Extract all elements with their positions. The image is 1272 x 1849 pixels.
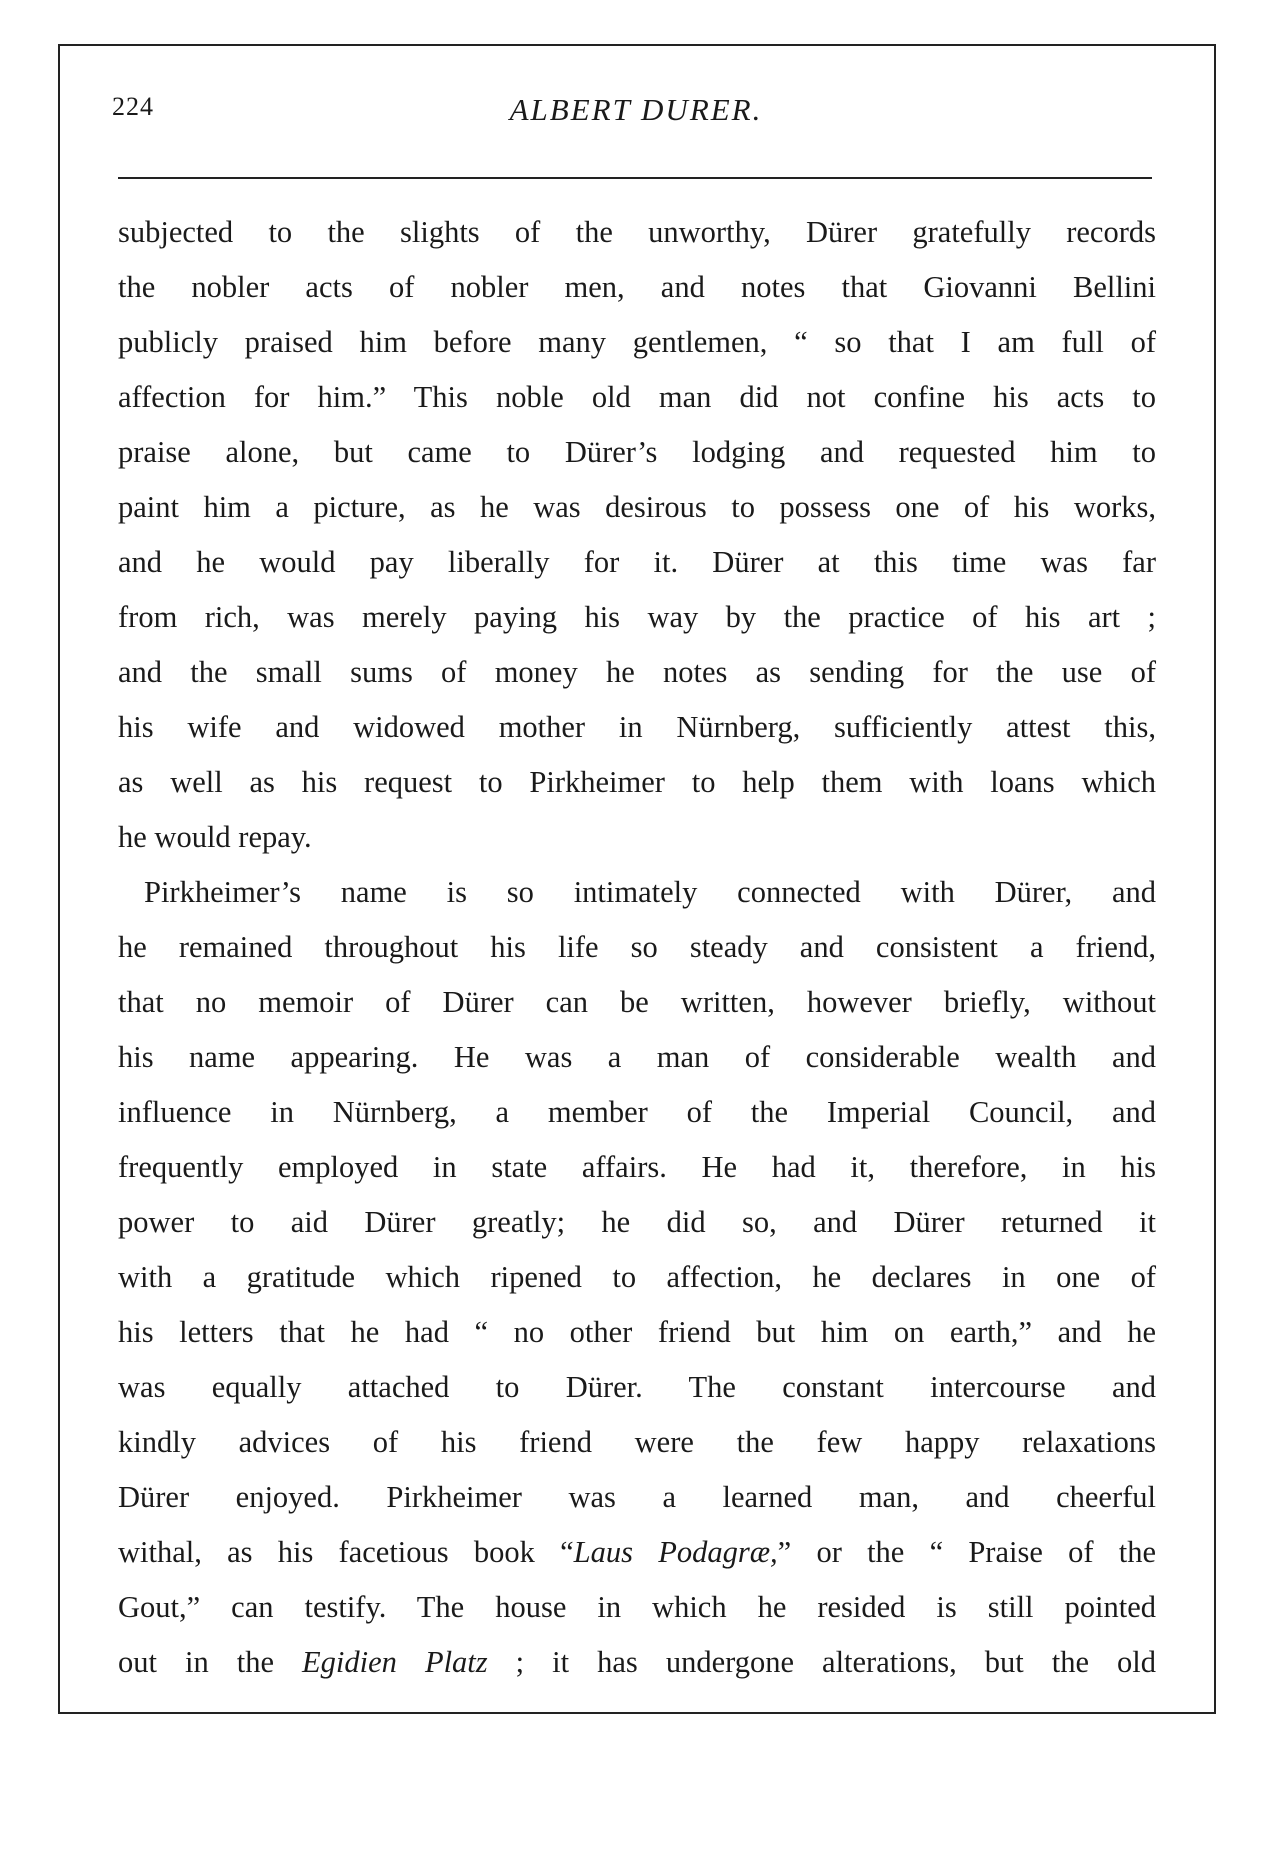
- text-line: subjected to the slights of the unworthy, Dürer gratefully records: [118, 215, 1156, 249]
- text-line: he remained throughout his life so steady and consistent a friend,: [118, 930, 1156, 964]
- text-line: was equally attached to Dürer. The constant intercourse and: [118, 1370, 1156, 1404]
- text-line: his letters that he had “ no other friend but him on earth,” and he: [118, 1315, 1156, 1349]
- text-line: publicly praised him before many gentlemen, “ so that I am full of: [118, 325, 1156, 359]
- text-line: Dürer enjoyed. Pirkheimer was a learned man, and cheerful: [118, 1480, 1156, 1514]
- text-line: Pirkheimer’s name is so intimately connected with Dürer, and: [144, 875, 1156, 909]
- text-line: with a gratitude which ripened to affection, he declares in one of: [118, 1260, 1156, 1294]
- italic-title: Laus Podagræ,: [573, 1535, 778, 1569]
- text-line: he would repay.: [118, 820, 312, 854]
- text-line: frequently employed in state affairs. He had it, therefore, in his: [118, 1150, 1156, 1184]
- text-line: from rich, was merely paying his way by the practice of his art ;: [118, 600, 1156, 634]
- text-line: and he would pay liberally for it. Dürer at this time was far: [118, 545, 1156, 579]
- text-line: Gout,” can testify. The house in which he resided is still pointed: [118, 1590, 1156, 1624]
- body-text: [118, 205, 1156, 1690]
- page-number: 224: [112, 92, 154, 121]
- text-line: power to aid Dürer greatly; he did so, and Dürer returned it: [118, 1205, 1156, 1239]
- paragraph-2: [118, 865, 1156, 1690]
- text-line: that no memoir of Dürer can be written, however briefly, without: [118, 985, 1156, 1019]
- text-line: as well as his request to Pirkheimer to help them with loans which: [118, 765, 1156, 799]
- text-line: his name appearing. He was a man of considerable wealth and: [118, 1040, 1156, 1074]
- paragraph-1: [118, 205, 1156, 865]
- text-line: the nobler acts of nobler men, and notes that Giovanni Bellini: [118, 270, 1156, 304]
- text-run: out in the: [118, 1645, 303, 1679]
- text-line: affection for him.” This noble old man did not confine his acts to: [118, 380, 1156, 414]
- text-line: and the small sums of money he notes as sending for the use of: [118, 655, 1156, 689]
- text-line: influence in Nürnberg, a member of the Imperial Council, and: [118, 1095, 1156, 1129]
- running-head: ALBERT DURER.: [509, 92, 763, 127]
- text-line-mixed: [118, 1635, 1156, 1690]
- header-rule: [118, 177, 1152, 179]
- text-run: withal, as his facetious book “: [118, 1535, 574, 1569]
- text-line: praise alone, but came to Dürer’s lodging and requested him to: [118, 435, 1156, 469]
- text-run: ; it has undergone alterations, but the old: [487, 1645, 1156, 1679]
- text-run: ” or the “ Praise of the: [777, 1535, 1156, 1569]
- italic-place-name: Egidien Platz: [302, 1645, 488, 1679]
- text-line-mixed: [118, 1525, 1156, 1580]
- text-line: paint him a picture, as he was desirous to possess one of his works,: [118, 490, 1156, 524]
- text-line: kindly advices of his friend were the few happy relaxations: [118, 1425, 1156, 1459]
- text-line: his wife and widowed mother in Nürnberg, sufficiently attest this,: [118, 710, 1156, 744]
